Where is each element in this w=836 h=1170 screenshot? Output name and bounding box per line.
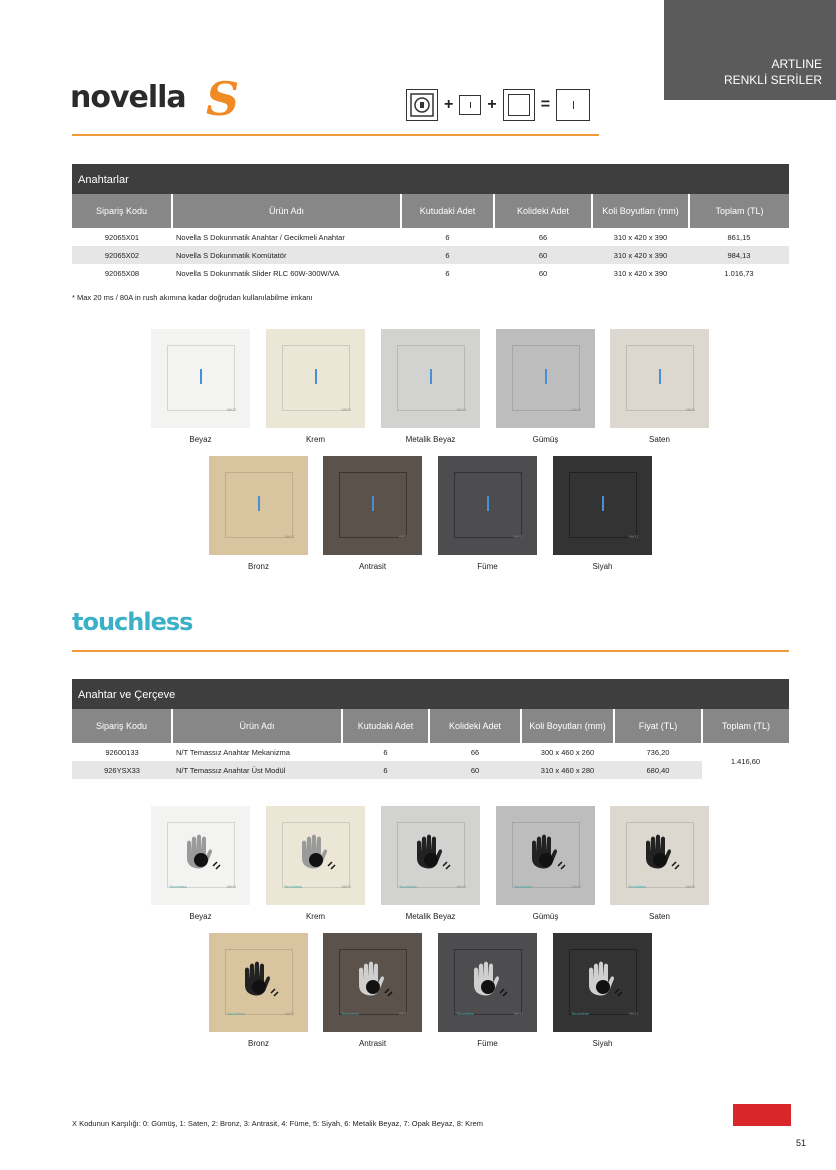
cell: 60	[538, 268, 548, 278]
led-indicator	[258, 496, 260, 511]
switches-table	[72, 164, 789, 282]
page-number: 51	[795, 1138, 806, 1148]
switch-tile	[323, 933, 422, 1032]
cell: 310 x 420 x 390	[613, 268, 668, 278]
touchless-logo: touchless	[72, 608, 193, 636]
color-caption: Beyaz	[189, 435, 212, 444]
equals-sign: =	[540, 96, 551, 113]
table-row	[72, 246, 789, 264]
tile-brand-logo: VIKO	[226, 407, 236, 412]
novella-logo	[70, 72, 240, 126]
col-product-name: Ürün Adı	[172, 194, 401, 228]
switch-tile	[610, 806, 709, 905]
switch-tile	[209, 456, 308, 555]
switch-tile	[323, 456, 422, 555]
tile-brand-logo: VIKO	[628, 534, 638, 539]
cell: 92065X02	[72, 246, 172, 264]
cell: 861,15	[727, 232, 751, 242]
touchless-mark: Touchless	[169, 884, 187, 889]
cell: 300 x 460 x 260	[540, 747, 595, 757]
color-caption: Saten	[649, 912, 670, 921]
switch-assembled-icon	[556, 89, 590, 121]
novella-logo-s: S	[206, 72, 240, 126]
tile-brand-logo: VIKO	[513, 1011, 523, 1016]
cell: Novella S Dokunmatik Slider RLC 60W-300W/VA	[176, 268, 340, 278]
cell: 310 x 420 x 390	[592, 246, 689, 264]
touchless-mark: Touchless	[571, 1011, 589, 1016]
tile-brand-logo: VIKO	[398, 1011, 408, 1016]
section-rule-2	[72, 650, 789, 652]
hand-icon	[464, 955, 512, 1003]
col-price: Fiyat (TL)	[614, 709, 702, 743]
hand-icon	[292, 828, 340, 876]
color-caption: Antrasit	[358, 1039, 387, 1048]
touchless-mark: Touchless	[628, 884, 646, 889]
touchless-mark: Touchless	[456, 1011, 474, 1016]
switch-tile	[438, 933, 537, 1032]
color-caption: Gümüş	[532, 435, 559, 444]
cell: 6	[445, 232, 450, 242]
section-rule-1	[72, 134, 599, 136]
tile-brand-logo: VIKO	[571, 407, 581, 412]
col-carton-size: Koli Boyutları (mm)	[592, 194, 689, 228]
cell: 310 x 420 x 390	[613, 232, 668, 242]
switch-tile	[266, 806, 365, 905]
total-cell: 1.416,60	[702, 743, 789, 779]
color-code-legend: X Kodunun Karşılığı: 0: Gümüş, 1: Saten, 2: Bronz, 3: Antrasit, 4: Füme, 5: Siyah, 6: Metalik Beyaz, 7: Opak Beyaz, 8: Krem	[72, 1119, 484, 1128]
color-caption: Bronz	[248, 562, 269, 571]
switch-tile	[438, 456, 537, 555]
touchless-mark: Touchless	[284, 884, 302, 889]
series-corner-label	[664, 0, 836, 100]
tile-brand-logo: VIKO	[456, 407, 466, 412]
cell: 6	[445, 268, 450, 278]
tile-brand-logo: VIKO	[398, 534, 408, 539]
cell: N/T Temassız Anahtar Mekanizma	[176, 747, 290, 757]
hand-icon	[177, 828, 225, 876]
color-caption: Gümüş	[532, 912, 559, 921]
touchless-mark: Touchless	[399, 884, 417, 889]
col-box-qty: Kutudaki Adet	[342, 709, 429, 743]
color-caption: Beyaz	[189, 912, 212, 921]
tile-brand-logo: VIKO	[456, 884, 466, 889]
assembly-formula	[406, 88, 590, 122]
switch-tile	[381, 329, 480, 428]
switch-tile	[496, 806, 595, 905]
table-header-row	[72, 194, 789, 228]
hand-icon	[235, 955, 283, 1003]
col-product-name: Ürün Adı	[172, 709, 342, 743]
frame-icon	[503, 89, 535, 121]
table-title: Anahtar ve Çerçeve	[72, 679, 789, 709]
switch-tile	[610, 329, 709, 428]
inrush-note: * Max 20 ms / 80A in rush akımına kadar doğrudan kullanılabilme imkanı	[72, 293, 313, 302]
cell: 680,40	[614, 761, 702, 779]
hand-icon	[522, 828, 570, 876]
plus-sign: +	[444, 96, 454, 113]
module-icon	[459, 95, 481, 115]
col-carton-size: Koli Boyutları (mm)	[521, 709, 614, 743]
color-caption: Antrasit	[358, 562, 387, 571]
led-indicator	[659, 369, 661, 384]
series-line1: ARTLINE	[771, 57, 822, 71]
touchless-mark: Touchless	[514, 884, 532, 889]
mechanism-icon	[406, 89, 438, 121]
cell: 92065X01	[104, 232, 140, 242]
cell: 92600133	[105, 747, 139, 757]
cell: 6	[401, 246, 494, 264]
led-indicator	[602, 496, 604, 511]
plus-sign-2: +	[487, 96, 497, 113]
cell: 736,20	[646, 747, 670, 757]
switch-tile	[151, 806, 250, 905]
switch-tile	[381, 806, 480, 905]
switch-tile	[266, 329, 365, 428]
cell: 66	[470, 747, 480, 757]
touchless-mark: Touchless	[341, 1011, 359, 1016]
hand-icon	[636, 828, 684, 876]
led-indicator	[200, 369, 202, 384]
col-box-qty: Kutudaki Adet	[401, 194, 494, 228]
color-caption: Siyah	[592, 1039, 613, 1048]
table-title: Anahtarlar	[72, 164, 789, 194]
table-row	[72, 264, 789, 282]
company-logo	[733, 1104, 791, 1126]
cell: Novella S Dokunmatik Anahtar / Gecikmeli Anahtar	[176, 232, 345, 242]
novella-logo-text: novella	[70, 80, 186, 115]
color-caption: Metalik Beyaz	[405, 435, 456, 444]
tile-brand-logo: VIKO	[513, 534, 523, 539]
led-indicator	[487, 496, 489, 511]
cell: 66	[538, 232, 548, 242]
hand-icon	[407, 828, 455, 876]
tile-brand-logo: VIKO	[284, 534, 294, 539]
col-carton-qty: Kolideki Adet	[494, 194, 592, 228]
cell: 6	[383, 747, 388, 757]
tile-brand-logo: VIKO	[284, 1011, 294, 1016]
color-caption: Siyah	[592, 562, 613, 571]
tile-brand-logo: VIKO	[571, 884, 581, 889]
switch-tile	[151, 329, 250, 428]
table-header-row	[72, 709, 789, 743]
color-caption: Metalik Beyaz	[405, 912, 456, 921]
tile-brand-logo: VIKO	[685, 407, 695, 412]
cell: 984,13	[689, 246, 789, 264]
switch-tile	[209, 933, 308, 1032]
touchless-table	[72, 679, 789, 779]
led-indicator	[545, 369, 547, 384]
color-caption: Saten	[649, 435, 670, 444]
hand-icon	[579, 955, 627, 1003]
touchless-mark: Touchless	[227, 1011, 245, 1016]
table-row	[72, 228, 789, 246]
col-total: Toplam (TL)	[702, 709, 789, 743]
tile-brand-logo: VIKO	[341, 884, 351, 889]
table-row	[72, 743, 789, 761]
switch-tile	[496, 329, 595, 428]
cell: 60	[494, 246, 592, 264]
cell: 60	[429, 761, 521, 779]
tile-brand-logo: VIKO	[628, 1011, 638, 1016]
tile-brand-logo: VIKO	[685, 884, 695, 889]
cell: 6	[342, 761, 429, 779]
col-order-code: Sipariş Kodu	[72, 709, 172, 743]
cell: Novella S Dokunmatik Komütatör	[172, 246, 401, 264]
table-row	[72, 761, 789, 779]
led-indicator	[372, 496, 374, 511]
color-caption: Füme	[477, 562, 498, 571]
tile-brand-logo: VIKO	[226, 884, 236, 889]
cell: 92065X08	[104, 268, 140, 278]
col-total: Toplam (TL)	[689, 194, 789, 228]
color-caption: Krem	[305, 912, 326, 921]
color-caption: Bronz	[248, 1039, 269, 1048]
color-caption: Krem	[305, 435, 326, 444]
col-order-code: Sipariş Kodu	[72, 194, 172, 228]
switch-tile	[553, 933, 652, 1032]
led-indicator	[430, 369, 432, 384]
hand-icon	[349, 955, 397, 1003]
series-line2: RENKLİ SERİLER	[723, 73, 822, 87]
cell: 310 x 460 x 280	[521, 761, 614, 779]
tile-brand-logo: VIKO	[341, 407, 351, 412]
color-caption: Füme	[477, 1039, 498, 1048]
switch-tile	[553, 456, 652, 555]
led-indicator	[315, 369, 317, 384]
col-carton-qty: Kolideki Adet	[429, 709, 521, 743]
cell: 926YSX33	[72, 761, 172, 779]
cell: 1.016,73	[724, 268, 754, 278]
cell: N/T Temassız Anahtar Üst Modül	[172, 761, 342, 779]
